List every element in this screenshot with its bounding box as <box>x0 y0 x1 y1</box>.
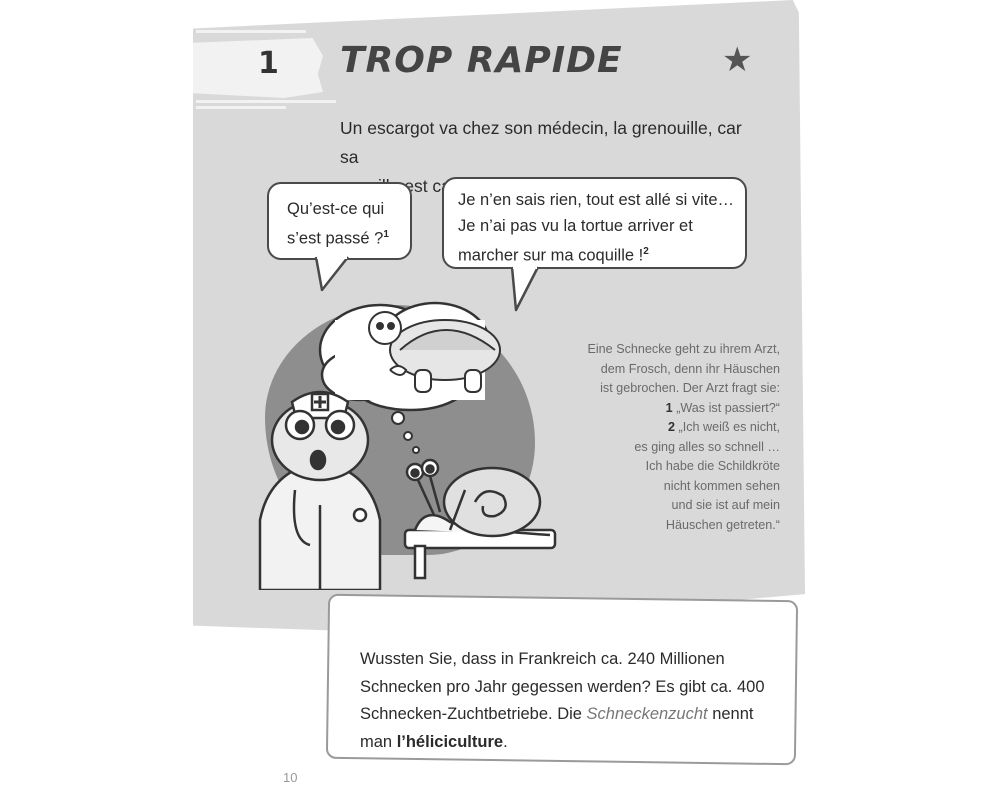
translation-line: „Ich weiß es nicht, <box>678 420 780 434</box>
brush-streak <box>196 30 306 33</box>
fact-text-part: Wussten Sie, dass in Frankreich ca. 240 Millionen Schnecken pro Jahr gegessen werden? Es gibt ca. 400 Schnecken-Zuchtbetriebe. Die <box>360 650 765 723</box>
translation-line: Ich habe die Schildkröte <box>645 459 780 473</box>
fact-text-part: nennt man <box>360 705 754 751</box>
translation-line: dem Frosch, denn ihr Häuschen <box>600 361 780 376</box>
bubble-line: marcher sur ma coquille ! <box>458 246 644 265</box>
brush-streak <box>196 100 336 103</box>
frog-doctor-drawing <box>260 392 380 590</box>
translation-number: 1 <box>665 400 673 415</box>
intro-line: est <box>404 176 428 196</box>
translation-line: Eine Schnecke geht zu ihrem Arzt, <box>587 342 780 356</box>
fact-text-part: . <box>503 732 508 751</box>
translation-line: nicht kommen sehen <box>663 478 780 493</box>
translation-line: und sie ist auf mein <box>671 498 780 512</box>
translation-line: ist gebrochen. Der Arzt fragt sie: <box>600 381 780 395</box>
translation-line: Häuschen getreten.“ <box>665 517 780 532</box>
fact-text <box>360 646 780 756</box>
translation-line: „Was ist passiert?“ <box>676 400 780 415</box>
star-icon: ★ <box>722 40 753 80</box>
fact-italic-term: Schneckenzucht <box>586 705 708 723</box>
frog-doctor-snail-illustration <box>250 290 560 590</box>
doctor-speech-bubble <box>267 182 412 260</box>
footnote-marker: 1 <box>383 229 389 240</box>
intro-line: Un escargot va chez son médecin, la grenouille, car sa <box>340 118 742 167</box>
brush-streak <box>196 106 286 109</box>
bubble-line: Je n’ai pas vu la tortue arriver et <box>458 217 693 235</box>
fact-bold-term: l’héliciculture <box>396 732 504 751</box>
bubble-line: s’est passé ? <box>287 229 384 248</box>
chapter-number: 1 <box>258 46 279 81</box>
snail-speech-bubble <box>442 177 747 269</box>
page-number: 10 <box>283 770 298 785</box>
german-translation <box>520 340 780 535</box>
bubble-line: Qu’est-ce qui <box>287 200 385 218</box>
footnote-marker: 2 <box>643 246 649 257</box>
translation-number: 2 <box>668 420 676 434</box>
translation-line: es ging alles so schnell … <box>634 439 780 454</box>
chapter-title: TROP RAPIDE <box>340 40 623 81</box>
bubble-line: Je n’en sais rien, tout est allé si vite… <box>458 191 735 209</box>
